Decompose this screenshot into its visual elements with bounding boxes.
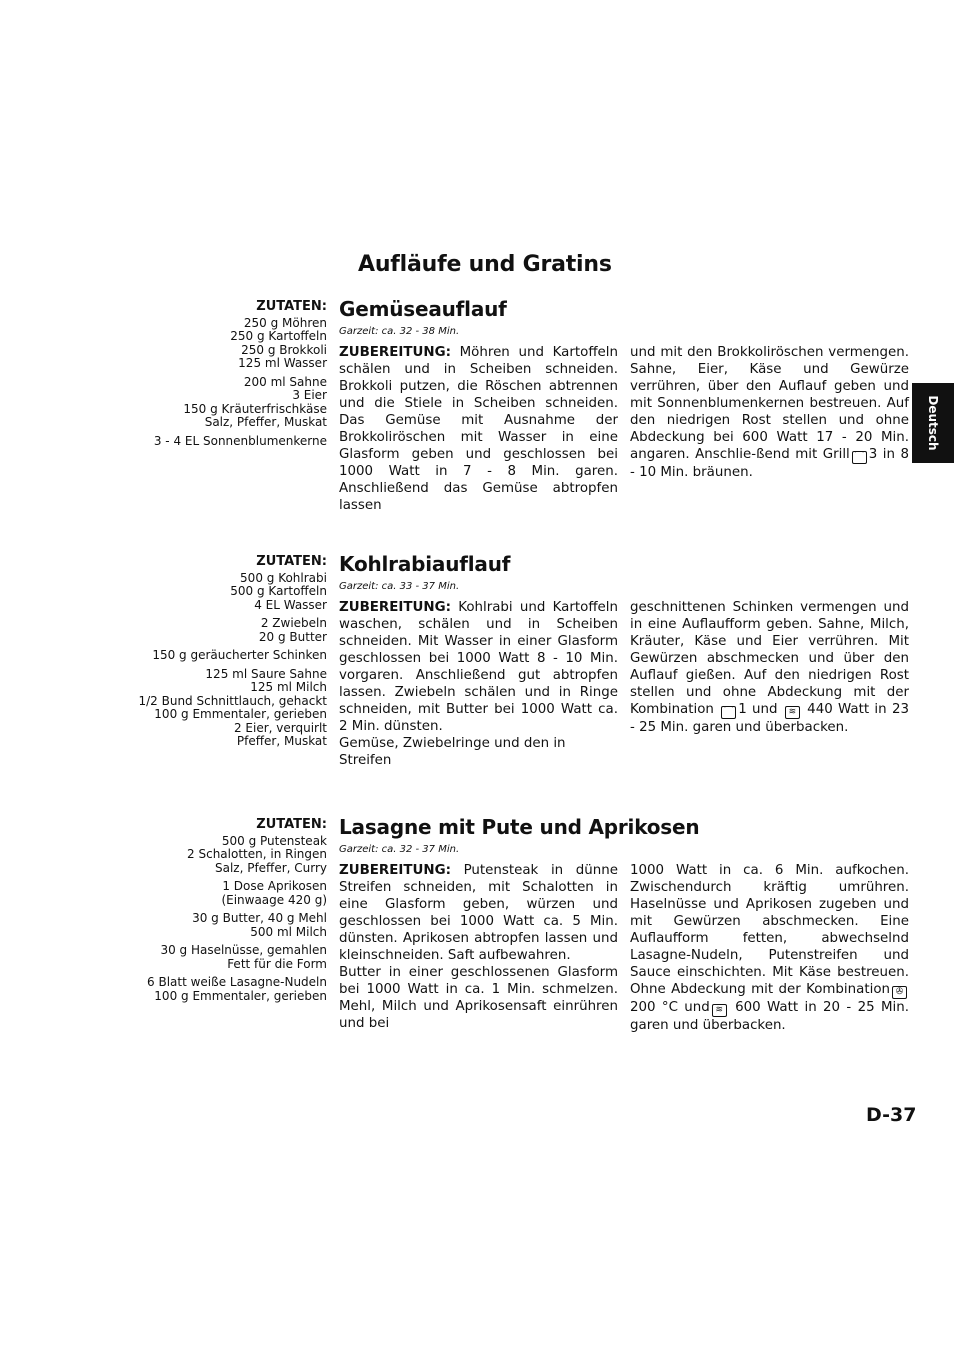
ingredients-list <box>97 555 327 754</box>
ingredient-line: Salz, Pfeffer, Curry <box>214 860 327 875</box>
instructions-text: 440 Watt in 23 - 25 Min. garen und überbacken. <box>630 702 909 735</box>
language-tab-label: Deutsch <box>926 395 940 451</box>
instructions-right-column <box>630 599 909 736</box>
ingredient-group <box>97 668 327 749</box>
cook-time: Garzeit: ca. 32 - 37 Min. <box>339 844 460 855</box>
ingredient-group <box>97 572 327 613</box>
ingredient-line: 125 ml Wasser <box>238 356 327 370</box>
ingredient-line: 500 g Putensteak <box>221 833 327 848</box>
recipe-title: Lasagne mit Pute und Aprikosen <box>339 815 700 839</box>
ingredients-heading: ZUTATEN: <box>256 554 327 569</box>
ingredient-line: 4 EL Wasser <box>254 597 327 612</box>
ingredient-line: 250 g Kartoffeln <box>230 329 327 343</box>
instructions-text: 1000 Watt in ca. 6 Min. aufkochen. Zwischendurch kräftig umrühren. Haselnüsse und Aprikosen zugeben und mit Gewürzen abschmecken. Eine Auflaufform fetten, abwechselnd Lasagne-Nudeln, Putenstreifen und Sauce einschichten. Mit Käse bestreuen. Ohne Abdeckung mit der Kombination <box>630 863 909 997</box>
page-title: Aufläufe und Gratins <box>358 252 612 277</box>
instructions-text: 3 in 8 - 10 Min. bräunen. <box>630 447 909 480</box>
ingredient-line: 200 ml Sahne <box>243 374 327 389</box>
ingredient-line: 6 Blatt weiße Lasagne-Nudeln <box>147 975 327 989</box>
recipe-title: Kohlrabiauflauf <box>339 552 511 576</box>
ingredient-line: Pfeffer, Muskat <box>236 734 327 748</box>
recipe-gemueseauflauf <box>0 297 954 540</box>
instructions-text: Kohlrabi und Kartoffeln waschen, schälen und in Scheiben schneiden. Mit Wasser in einer Glasform geschlossen bei 1000 Watt 8 - 10 Min. vorgaren. Anschließend gut abtropfen lassen. Zwiebeln schälen und in Ringe schneiden, mit Butter bei 1000 Watt ca. 2 Min. dünsten. <box>339 600 618 734</box>
instructions-text: Butter in einer geschlossenen Glasform bei 1000 Watt in ca. 1 Min. schmelzen. Mehl, Milch und Aprikosensaft einrühren und bei <box>339 965 618 1031</box>
ingredient-group <box>97 976 327 1003</box>
grill-icon: ⌒ <box>852 451 867 464</box>
ingredient-line: 250 g Möhren <box>243 315 327 330</box>
instructions-text: Putensteak in dünne Streifen schneiden, mit Schalotten in eine Glasform geben, würzen und geschlossen bei 1000 Watt ca. 5 Min. dünsten. Aprikosen abtropfen lassen und kleinschneiden. Saft aufbewahren. <box>339 863 618 963</box>
ingredient-line: 150 g geräucherter Schinken <box>152 648 327 662</box>
ingredient-group <box>97 835 327 876</box>
ingredient-line: Salz, Pfeffer, Muskat <box>204 415 327 429</box>
ingredient-group <box>97 880 327 907</box>
ingredient-line: 2 Schalotten, in Ringen <box>187 847 327 861</box>
ingredient-line: 3 Eier <box>292 388 327 402</box>
ingredient-line: 100 g Emmentaler, gerieben <box>154 707 327 721</box>
instructions-text: 1 und <box>738 702 778 717</box>
ingredient-line: (Einwaage 420 g) <box>221 892 327 907</box>
ingredient-group <box>97 912 327 939</box>
ingredients-heading: ZUTATEN: <box>256 299 327 314</box>
ingredient-line: 125 ml Milch <box>250 680 327 694</box>
ingredient-group <box>97 944 327 971</box>
instructions-text: Möhren und Kartoffeln schälen und in Scheiben schneiden. Brokkoli putzen, die Röschen abtrennen und die Stiele in Scheiben schneiden. Das Gemüse mit Ausnahme der Brokkoliröschen mit Wasser in eine Glasform geben und geschlossen bei 1000 Watt in 7 - 8 Min. garen. Anschließend das Gemüse abtropfen lassen <box>339 345 618 513</box>
instructions-right-column <box>630 344 909 481</box>
preparation-label: ZUBEREITUNG: <box>339 345 451 360</box>
instructions-text: 200 °C und <box>630 1000 710 1015</box>
ingredient-line: 1/2 Bund Schnittlauch, gehackt <box>138 693 327 708</box>
ingredient-group <box>97 649 327 663</box>
ingredient-line: 250 g Brokkoli <box>241 342 327 357</box>
ingredient-group <box>97 376 327 430</box>
instructions-right-column <box>630 862 909 1034</box>
ingredient-line: 20 g Butter <box>258 629 327 644</box>
preparation-label: ZUBEREITUNG: <box>339 863 451 878</box>
ingredient-group <box>97 317 327 371</box>
instructions-text: 600 Watt in 20 - 25 Min. garen und überbacken. <box>630 1000 910 1033</box>
ingredient-line: Fett für die Form <box>227 956 327 971</box>
instructions-text: und mit den Brokkoliröschen vermengen. Sahne, Eier, Käse und Gewürze verrühren, über den Auflauf geben und mit Sonnenblumenkernen bestreuen. Auf den niedrigen Rost stellen und ohne Abdeckung bei 600 Watt 17 - 20 Min. angaren. Anschlie-ßend mit Grill <box>630 345 909 462</box>
microwave-icon: ≋ <box>785 706 800 719</box>
ingredient-group <box>97 617 327 644</box>
ingredients-heading: ZUTATEN: <box>256 817 327 832</box>
ingredients-list <box>97 818 327 1008</box>
ingredient-line: 500 g Kohlrabi <box>240 570 327 585</box>
microwave-icon: ≋ <box>712 1004 727 1017</box>
grill-icon: ⌒ <box>721 706 736 719</box>
recipe-title: Gemüseauflauf <box>339 297 507 321</box>
instructions-text: geschnittenen Schinken vermengen und in eine Auflaufform geben. Sahne, Milch, Kräuter, Käse und Eier verrühren. Mit Gewürzen abschmecken und über den Auflauf gießen. Auf den niedrigen Rost stellen und ohne Abdeckung mit der Kombination <box>630 600 909 717</box>
cook-time: Garzeit: ca. 33 - 37 Min. <box>339 581 460 592</box>
instructions-left-column <box>339 862 618 1032</box>
ingredient-line: 100 g Emmentaler, gerieben <box>154 988 327 1003</box>
ingredient-line: 150 g Kräuterfrischkäse <box>183 401 327 416</box>
instructions-text: Gemüse, Zwiebelringe und den in Streifen <box>339 736 566 768</box>
ingredients-list <box>97 300 327 453</box>
instructions-left-column <box>339 344 618 514</box>
ingredient-line: 500 g Kartoffeln <box>230 584 327 598</box>
convection-icon: ✇ <box>892 986 907 999</box>
ingredient-line: 2 Eier, verquirlt <box>233 720 327 735</box>
ingredient-line: 30 g Butter, 40 g Mehl <box>192 911 327 925</box>
ingredient-line: 125 ml Saure Sahne <box>205 666 327 681</box>
recipe-lasagne <box>0 815 954 1058</box>
cook-time: Garzeit: ca. 32 - 38 Min. <box>339 326 460 337</box>
ingredient-line: 2 Zwiebeln <box>260 616 327 630</box>
instructions-left-column <box>339 599 618 769</box>
ingredient-line: 3 - 4 EL Sonnenblumenkerne <box>153 433 327 448</box>
ingredient-line: 30 g Haselnüsse, gemahlen <box>160 943 327 957</box>
ingredient-group <box>97 435 327 449</box>
recipe-kohlrabiauflauf <box>0 552 954 795</box>
ingredient-line: 1 Dose Aprikosen <box>222 879 327 893</box>
page-number: D-37 <box>866 1104 917 1126</box>
preparation-label: ZUBEREITUNG: <box>339 600 451 615</box>
ingredient-line: 500 ml Milch <box>250 924 327 939</box>
